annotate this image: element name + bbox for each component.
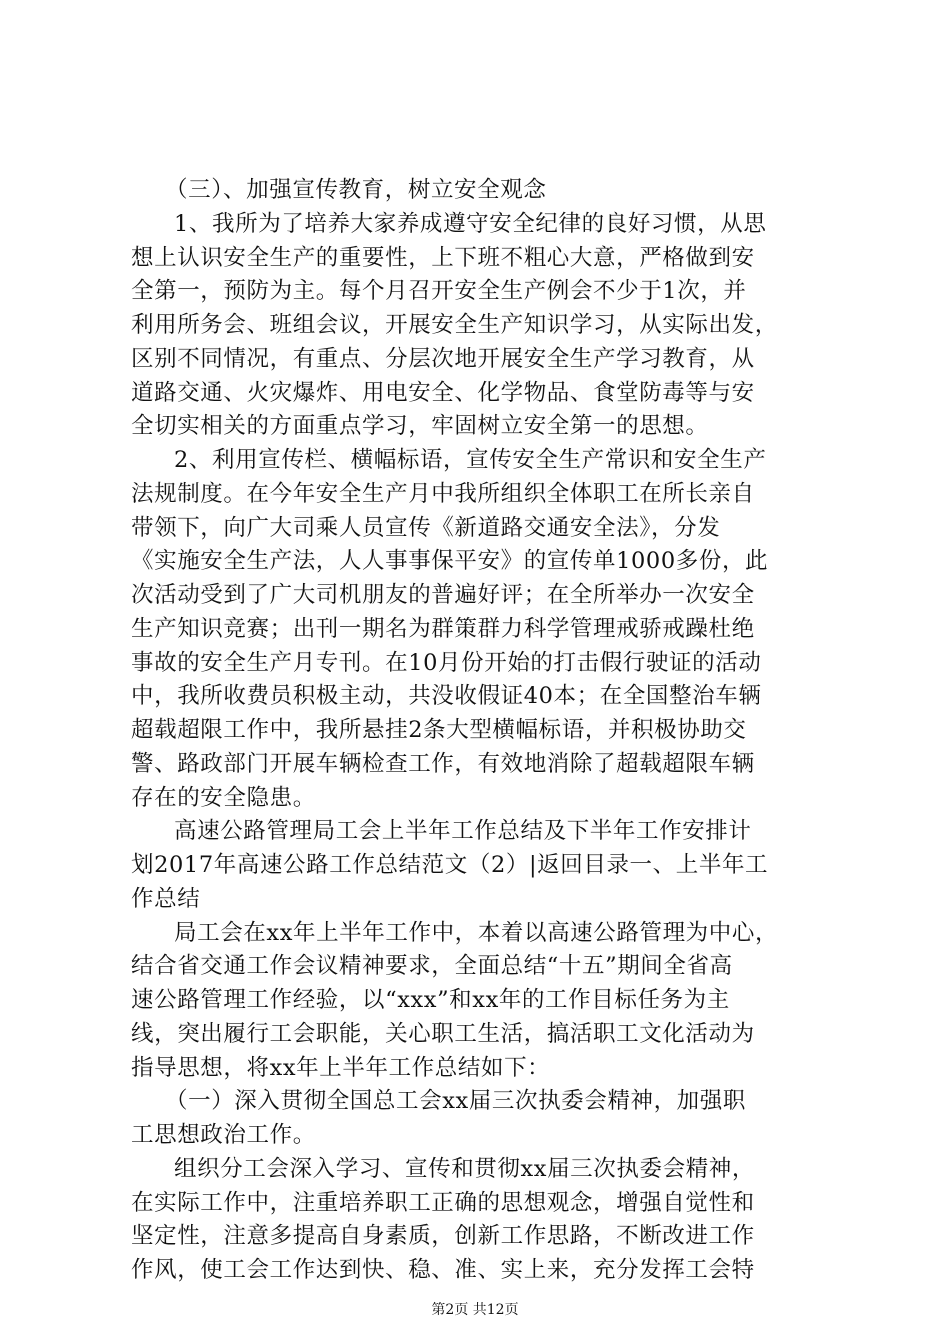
paragraph-line: 道路交通、火灾爆炸、用电安全、化学物品、食堂防毒等与安 (131, 380, 755, 406)
paragraph-line: 生产知识竞赛；出刊一期名为群策群力科学管理戒骄戒躁杜绝 (131, 616, 755, 642)
paragraph-line: 作总结 (131, 886, 201, 912)
paragraph-line: 坚定性，注意多提高自身素质，创新工作思路，不断改进工作 (131, 1223, 755, 1249)
paragraph-line: 《实施安全生产法，人人事事保平安》的宣传单1000多份，此 (131, 548, 769, 574)
paragraph-line: 中，我所收费员积极主动，共没收假证40本；在全国整治车辆 (131, 683, 762, 709)
paragraph-line: 超载超限工作中，我所悬挂2条大型横幅标语，并积极协助交 (131, 717, 747, 743)
paragraph-line: 次活动受到了广大司机朋友的普遍好评；在全所举办一次安全 (131, 582, 755, 608)
paragraph-line: 区别不同情况，有重点、分层次地开展安全生产学习教育，从 (131, 346, 755, 372)
paragraph-line: 法规制度。在今年安全生产月中我所组织全体职工在所长亲自 (131, 481, 755, 507)
page-number-footer: 第2页 共12页 (431, 1302, 519, 1318)
paragraph-line: 速公路管理工作经验，以“xxx”和xx年的工作目标任务为主 (131, 987, 730, 1013)
section-heading: （三）、加强宣传教育，树立安全观念 (165, 177, 547, 203)
paragraph-line: 在实际工作中，注重培养职工正确的思想观念，增强自觉性和 (131, 1190, 755, 1216)
paragraph-line: 2、利用宣传栏、横幅标语，宣传安全生产常识和安全生产 (174, 447, 767, 473)
paragraph-line: 组织分工会深入学习、宣传和贯彻xx届三次执委会精神， (174, 1156, 755, 1182)
paragraph-line: 事故的安全生产月专刊。在10月份开始的打击假行驶证的活动 (131, 650, 762, 676)
paragraph-line: 全第一，预防为主。每个月召开安全生产例会不少于1次，并 (131, 278, 747, 304)
paragraph-line: 局工会在xx年上半年工作中，本着以高速公路管理为中心， (174, 920, 779, 946)
paragraph-line: 存在的安全隐患。 (131, 785, 316, 811)
paragraph-line: 想上认识安全生产的重要性，上下班不粗心大意，严格做到安 (131, 245, 755, 271)
paragraph-line: 带领下，向广大司乘人员宣传《新道路交通安全法》，分发 (131, 515, 721, 541)
paragraph-line: 利用所务会、班组会议，开展安全生产知识学习，从实际出发， (131, 312, 778, 338)
paragraph-line: 全切实相关的方面重点学习，牢固树立安全第一的思想。 (131, 413, 709, 439)
paragraph-line: 作风，使工会工作达到快、稳、准、实上来，充分发挥工会特 (131, 1257, 755, 1283)
paragraph-line: 指导思想，将xx年上半年工作总结如下： (131, 1055, 551, 1081)
paragraph-line: 划2017年高速公路工作总结范文（2）|返回目录一、上半年工 (131, 852, 769, 878)
paragraph-line: （一）深入贯彻全国总工会xx届三次执委会精神，加强职 (165, 1088, 746, 1114)
paragraph-line: 工思想政治工作。 (131, 1122, 316, 1148)
paragraph-line: 线，突出履行工会职能，关心职工生活，搞活职工文化活动为 (131, 1021, 755, 1047)
paragraph-line: 高速公路管理局工会上半年工作总结及下半年工作安排计 (174, 818, 752, 844)
paragraph-line: 结合省交通工作会议精神要求，全面总结“十五”期间全省高 (131, 953, 733, 979)
paragraph-line: 1、我所为了培养大家养成遵守安全纪律的良好习惯，从思 (174, 211, 767, 237)
paragraph-line: 警、路政部门开展车辆检查工作，有效地消除了超载超限车辆 (131, 751, 755, 777)
